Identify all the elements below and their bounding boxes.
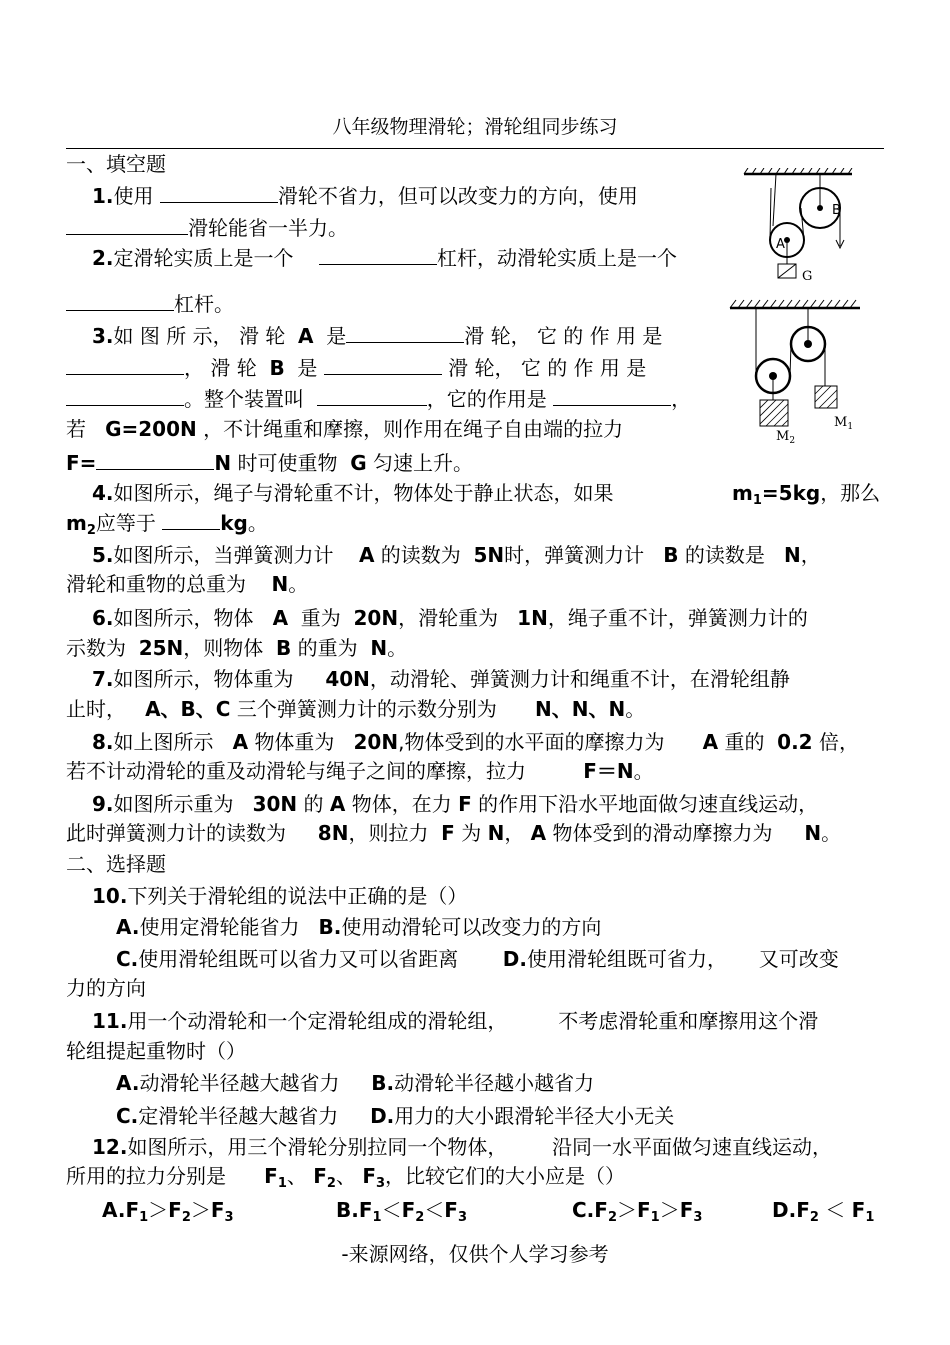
answer-blank[interactable] [96, 449, 214, 470]
question-1-line-2: 滑轮能省一半力。 [66, 214, 348, 242]
answer-blank[interactable] [160, 182, 278, 203]
question-number: 1. [92, 184, 114, 208]
label-a: A [776, 237, 785, 252]
section-fill-heading: 一、填空题 [66, 152, 166, 176]
question-2-line-2: 杠杆。 [66, 290, 234, 318]
question-number: 2. [92, 246, 114, 270]
option-d[interactable]: D.用力的大小跟滑轮半径大小无关 [370, 1104, 675, 1128]
option-b[interactable]: B.动滑轮半径越小越省力 [371, 1071, 595, 1095]
question-12-line-2: 所用的拉力分别是 $F_1$、 $F_2$、 $F_3$，比较它们的大小应是（） [66, 1164, 626, 1191]
question-number: 7. [92, 667, 114, 691]
question-number: 9. [92, 792, 114, 816]
page-footer: -来源网络，仅供个人学习参考 [341, 1242, 609, 1266]
question-12-line-1: 12.如图所示，用三个滑轮分别拉同一个物体， 沿同一水平面做匀速直线运动， [92, 1135, 832, 1159]
question-6-line-2: 示数为 25N，则物体 B 的重为 N。 [66, 636, 408, 660]
option-c[interactable]: C.使用滑轮组既可以省力又可以省距离 [116, 947, 459, 971]
question-11-options-ab [116, 1069, 594, 1097]
question-12-option-c[interactable]: $C.F_2>F_1>F_3$ [572, 1198, 703, 1225]
answer-blank[interactable] [553, 385, 671, 406]
question-9-line-2: 此时弹簧测力计的读数为 8N，则拉力 F 为 N， A 物体受到的滑动摩擦力为 N。 [66, 821, 842, 845]
question-3-line-2: ， 滑 轮 B 是 滑 轮， 它 的 作 用 是 [66, 354, 646, 382]
question-number: 8. [92, 730, 114, 754]
question-1-line-1: 1.使用 滑轮不省力，但可以改变力的方向，使用 [92, 184, 638, 208]
question-number: 11. [92, 1009, 128, 1033]
label-m1: $M_1$ [834, 415, 854, 432]
answer-blank[interactable] [66, 385, 184, 406]
question-10-options-ab [116, 913, 601, 941]
question-2-line-1: 2.定滑轮实质上是一个 杠杆，动滑轮实质上是一个 [92, 246, 677, 270]
question-7-line-2: 止时， A、B、C 三个弹簧测力计的示数分别为 N、N、N。 [66, 697, 646, 721]
question-number: 12. [92, 1135, 128, 1159]
question-4-m1: $m_1=5kg$，那么 [732, 481, 881, 508]
question-5-line-1: 5.如图所示，当弹簧测力计 A 的读数为 5N时，弹簧测力计 B 的读数是 N， [92, 543, 821, 567]
option-a[interactable]: A.动滑轮半径越大越省力 [116, 1071, 340, 1095]
answer-blank[interactable] [319, 244, 437, 265]
option-b[interactable]: B.使用动滑轮可以改变力的方向 [318, 915, 602, 939]
question-number: 5. [92, 543, 114, 567]
question-10-option-d-cont: 力的方向 [66, 976, 146, 1000]
answer-blank[interactable] [162, 509, 220, 530]
answer-blank[interactable] [66, 354, 184, 375]
label-g: G [802, 269, 813, 284]
question-9-line-1: 9.如图所示重为 30N 的 A 物体，在力 F 的作用下沿水平地面做匀速直线运动， [92, 792, 819, 816]
question-number: 6. [92, 606, 114, 630]
question-3-line-3: 。整个装置叫 ，它的作用是 ， [66, 385, 691, 413]
option-d[interactable]: D.使用滑轮组既可省力， 又可改变 [502, 947, 839, 971]
question-7-line-1: 7.如图所示，物体重为 40N，动滑轮、弹簧测力计和绳重不计，在滑轮组静 [92, 667, 790, 691]
answer-blank[interactable] [66, 214, 188, 235]
question-10-stem: 10.下列关于滑轮组的说法中正确的是（） [92, 884, 468, 908]
question-number: 10. [92, 884, 128, 908]
question-4-line-1: 4.如图所示，绳子与滑轮重不计，物体处于静止状态，如果 [92, 481, 614, 505]
answer-blank[interactable] [324, 354, 442, 375]
question-11-line-2: 轮组提起重物时（） [66, 1039, 246, 1063]
question-number: 4. [92, 481, 114, 505]
question-12-option-b[interactable]: $B.F_1<F_2<F_3$ [336, 1198, 467, 1225]
option-a[interactable]: A.使用定滑轮能省力 [116, 915, 300, 939]
question-number: 3. [92, 324, 114, 348]
title-rule [66, 148, 884, 149]
pulley-figure-1 [740, 168, 858, 290]
answer-blank[interactable] [346, 322, 464, 343]
question-3-line-4: 若 G=200N ，不计绳重和摩擦，则作用在绳子自由端的拉力 [66, 417, 624, 441]
option-c[interactable]: C.定滑轮半径越大越省力 [116, 1104, 339, 1128]
question-11-line-1: 11.用一个动滑轮和一个定滑轮组成的滑轮组， 不考虑滑轮重和摩擦用这个滑 [92, 1009, 819, 1033]
question-12-option-d[interactable]: $D.F_2 < F_1$ [772, 1198, 875, 1225]
question-10-options-cd [116, 945, 839, 973]
question-4-line-2: $m_2$应等于 kg。 [66, 511, 268, 538]
section-choice-heading: 二、选择题 [66, 852, 166, 876]
pulley-figure-2 [728, 298, 864, 446]
label-m2: $M_2$ [776, 429, 796, 446]
label-b: B [832, 203, 841, 218]
question-6-line-1: 6.如图所示，物体 A 重为 20N，滑轮重为 1N，绳子重不计，弹簧测力计的 [92, 606, 808, 630]
question-5-line-2: 滑轮和重物的总重为 N。 [66, 572, 309, 596]
question-8-line-1: 8.如上图所示 A 物体重为 20N,物体受到的水平面的摩擦力为 A 重的 0.2 倍， [92, 730, 859, 754]
question-11-options-cd [116, 1102, 674, 1130]
question-8-line-2: 若不计动滑轮的重及动滑轮与绳子之间的摩擦，拉力 F＝N。 [66, 759, 654, 783]
question-12-option-a[interactable]: $A.F_1>F_2>F_3$ [102, 1198, 234, 1225]
question-3-line-1: 3.如 图 所 示， 滑 轮 A 是 滑 轮， 它 的 作 用 是 [92, 324, 663, 348]
page-title: 八年级物理滑轮；滑轮组同步练习 [332, 116, 618, 138]
question-3-line-5: F= N 时可使重物 G 匀速上升。 [66, 451, 474, 475]
answer-blank[interactable] [66, 290, 174, 311]
answer-blank[interactable] [317, 385, 427, 406]
